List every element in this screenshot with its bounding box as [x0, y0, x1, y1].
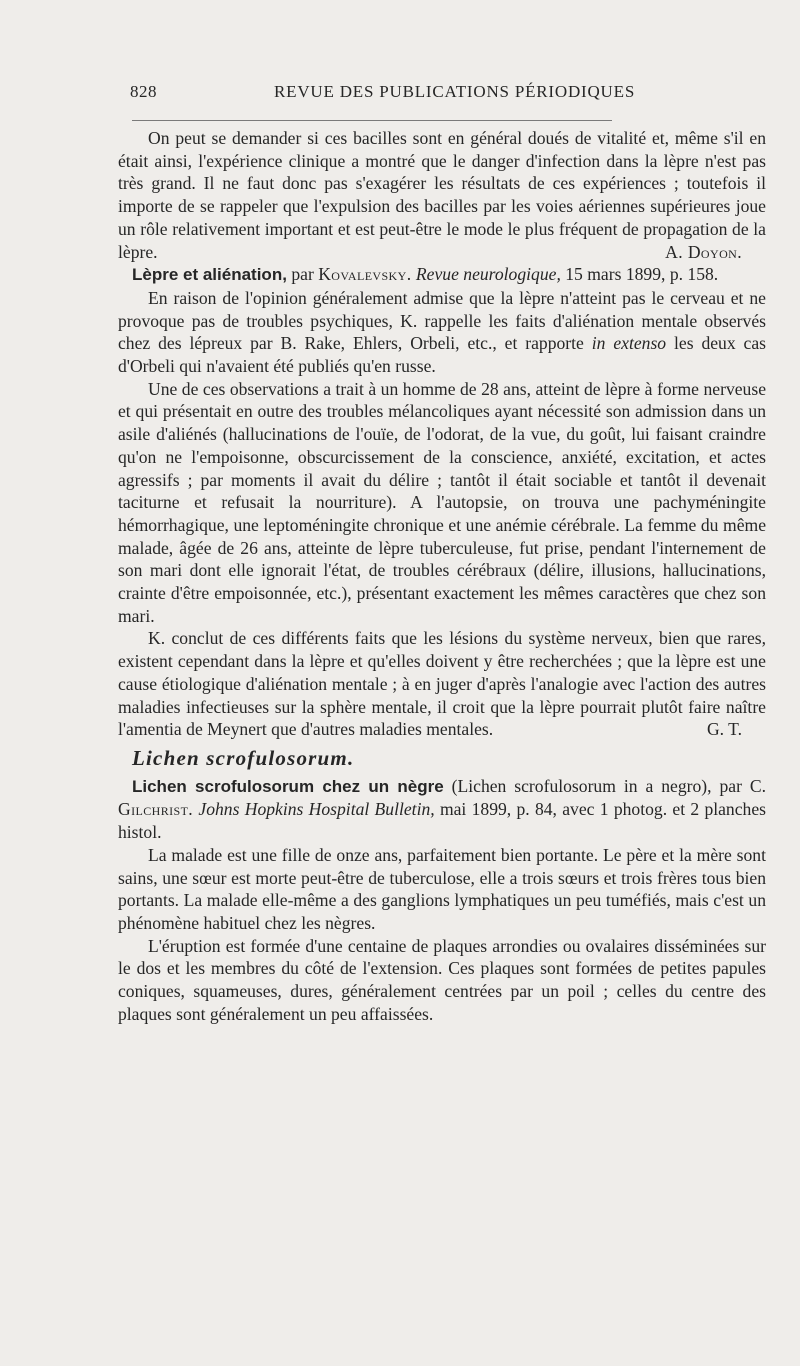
paragraph: L'éruption est formée d'une centaine de plaques arrondies ou ovalaires disséminées sur le dos et les membres du côté de l'extension. Ces plaques sont formées de petites papules coniques, squameuses, dures, généralement centrées par un poil ; celles du centre des plaques sont généralement un peu affaissées. — [118, 935, 766, 1024]
article-title: Lèpre et aliénation, — [132, 265, 287, 285]
page-number: 828 — [130, 82, 157, 101]
paragraph-text: les deux cas d'Orbeli qui n'avaient été publiés qu'en russe. — [118, 333, 767, 377]
article-title: Lichen scrofulosorum chez un nègre — [132, 776, 444, 796]
paragraph-text: En raison de l'opinion généralement admise que la lèpre n'atteint pas le cerveau et ne provoque pas de troubles psychiques, K. rappelle les faits d'aliénation mentale observés chez des lépreux par B. Rake, Ehlers, Orbeli, etc., et rapporte — [118, 287, 766, 354]
journal-name: Johns Hopkins Hospital Bulletin, — [198, 799, 435, 820]
article-author: Kovalevsky. — [318, 264, 412, 285]
page-header — [116, 82, 766, 112]
paragraph-doyon — [118, 127, 766, 263]
article-heading — [118, 263, 766, 287]
signature: A. Doyon. — [665, 241, 742, 262]
body-text — [118, 127, 766, 1025]
signature: G. T. — [706, 719, 742, 740]
section-title: Lichen scrofulosorum. — [132, 745, 355, 770]
journal-name: Revue neurologique, — [415, 264, 561, 285]
article-by: par — [286, 264, 319, 285]
paragraph-text: K. conclut de ces différents faits que les lésions du système nerveux, bien que rares, existent cependant dans la lèpre et qu'elles doivent y être recherchées ; que la lèpre est une cause étiologique d'aliénation mentale ; à en juger d'après l'analogie avec l'action des autres maladies infectieuses sur la sphère mentale, il croit que la lèpre pourrait plutôt faire naître l'amentia de Meynert que d'autres maladies mentales. — [118, 628, 766, 740]
header-rule — [132, 120, 612, 121]
document-page — [116, 82, 766, 1025]
article-reference: (Lichen scrofulosorum in a negro), par C. — [443, 775, 766, 796]
paragraph: La malade est une fille de onze ans, parfaitement bien portante. Le père et la mère sont sains, une sœur est morte peut-être de tuberculose, elle a trois sœurs et trois frères tous bien portants. La malade elle-même a des ganglions lymphatiques un peu tuméfiés, mais c'est un phénomène habituel chez les nègres. — [118, 844, 766, 933]
article-heading — [118, 775, 766, 844]
paragraph — [118, 627, 766, 741]
paragraph: Une de ces observations a trait à un homme de 28 ans, atteint de lèpre à forme nerveuse et qui présentait en outre des troubles mélancoliques ayant nécessité son admission dans un asile d'aliénés (hallucinations de l'ouïe, de l'odorat, de la vue, du goût, lui faisant craindre qu'on ne l'empoisonne, obscurcissement de la conscience, anxiété, excitation, et actes agressifs ; par moments il avait du délire ; tantôt il était sociable et tantôt il devenait taciturne et refusait la nourriture). A l'autopsie, on trouva une pachyméningite hémorrhagique, une leptoméningite chronique et une anémie cérébrale. La femme du même malade, âgée de 26 ans, atteinte de lèpre tuberculeuse, fut prise, pendant l'internement de son mari dont elle ignorait l'état, de troubles cérébraux (délire, illusions, hallucinations, crainte d'être empoisonnée, etc.), présentant exactement les mêmes caractères que chez son mari. — [118, 378, 766, 626]
article-reference: 15 mars 1899, p. 158. — [560, 264, 719, 285]
article-reference: mai 1899, p. 84, avec 1 photog. et 2 planches histol. — [118, 799, 766, 843]
paragraph — [118, 287, 766, 378]
running-head: REVUE DES PUBLICATIONS PÉRIODIQUES — [274, 82, 636, 101]
article-author: Gilchrist. — [118, 799, 194, 820]
paragraph-text: On peut se demander si ces bacilles sont en général doués de vitalité et, même s'il en était ainsi, l'expérience clinique a montré que le danger d'infection dans la lèpre n'est pas très grand. Il ne faut donc pas s'exagérer les résultats de ces expériences ; toutefois il importe de se rappeler que l'expulsion des bacilles par les voies aériennes supérieures joue un rôle relativement important et est peut-être le mode le plus fréquent de propagation de la lèpre. — [118, 128, 766, 262]
italic-term: in extenso — [591, 333, 667, 354]
